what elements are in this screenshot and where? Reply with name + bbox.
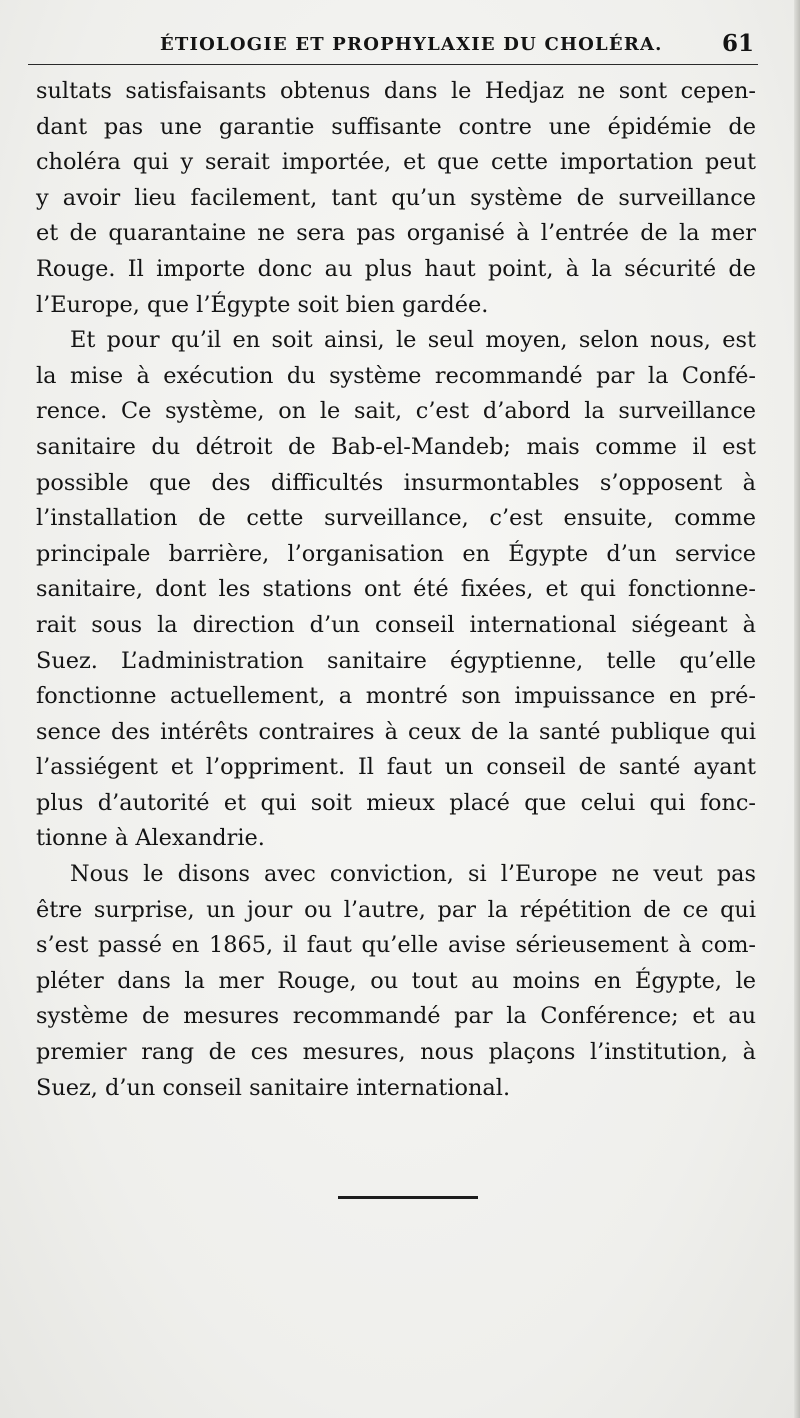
text-line: sultats satisfaisants obtenus dans le Hedjaz ne sont cepen- <box>36 78 756 104</box>
text-line: système de mesures recommandé par la Conférence; et au <box>36 1003 756 1030</box>
text-line: l’installation de cette surveillance, c’est ensuite, comme <box>36 505 756 532</box>
page-number: 61 <box>721 30 754 57</box>
text-line: plus d’autorité et qui soit mieux placé que celui qui fonc- <box>36 789 756 816</box>
text-line: principale barrière, l’organisation en Égypte d’un service <box>36 540 756 567</box>
page-edge-shadow <box>794 0 800 1418</box>
text-line: la mise à exécution du système recommandé par la Confé- <box>36 362 756 389</box>
text-line: tionne à Alexandrie. <box>36 825 265 852</box>
text-line: fonctionne actuellement, a montré son impuissance en pré- <box>36 683 756 710</box>
text-line: s’est passé en 1865, il faut qu’elle avise sérieusement à com- <box>36 932 756 959</box>
text-line: pléter dans la mer Rouge, ou tout au moins en Égypte, le <box>36 967 756 994</box>
text-line: et de quarantaine ne sera pas organisé à l’entrée de la mer <box>36 220 756 247</box>
text-line: Suez. L’administration sanitaire égyptienne, telle qu’elle <box>36 647 756 674</box>
text-line: Et pour qu’il en soit ainsi, le seul moyen, selon nous, est <box>70 327 756 354</box>
text-line: sanitaire, dont les stations ont été fixées, et qui fonctionne- <box>36 576 756 603</box>
text-line: rait sous la direction d’un conseil international siégeant à <box>36 611 756 638</box>
text-line: sence des intérêts contraires à ceux de la santé publique qui <box>36 718 756 745</box>
text-line: possible que des difficultés insurmontables s’opposent à <box>36 469 756 496</box>
text-line: dant pas une garantie suffisante contre une épidémie de <box>36 113 756 140</box>
text-line: choléra qui y serait importée, et que cette importation peut <box>36 149 756 176</box>
text-line: sanitaire du détroit de Bab-el-Mandeb; mais comme il est <box>36 433 756 460</box>
text-line: être surprise, un jour ou l’autre, par la répétition de ce qui <box>36 896 756 923</box>
text-line: Nous le disons avec conviction, si l’Europe ne veut pas <box>70 861 756 888</box>
section-end-rule <box>338 1196 478 1199</box>
page-header <box>28 30 758 65</box>
text-line: y avoir lieu facilement, tant qu’un système de surveillance <box>36 184 756 211</box>
text-line: rence. Ce système, on le sait, c’est d’abord la surveillance <box>36 398 756 425</box>
text-line: Suez, d’un conseil sanitaire international. <box>36 1074 511 1101</box>
running-title: ÉTIOLOGIE ET PROPHYLAXIE DU CHOLÉRA. <box>160 34 663 55</box>
body-text <box>36 74 756 1106</box>
text-line: premier rang de ces mesures, nous plaçons l’institution, à <box>36 1039 756 1066</box>
text-line: l’Europe, que l’Égypte soit bien gardée. <box>36 291 489 318</box>
text-line: l’assiégent et l’oppriment. Il faut un conseil de santé ayant <box>36 754 756 781</box>
text-line: Rouge. Il importe donc au plus haut point, à la sécurité de <box>36 255 756 282</box>
